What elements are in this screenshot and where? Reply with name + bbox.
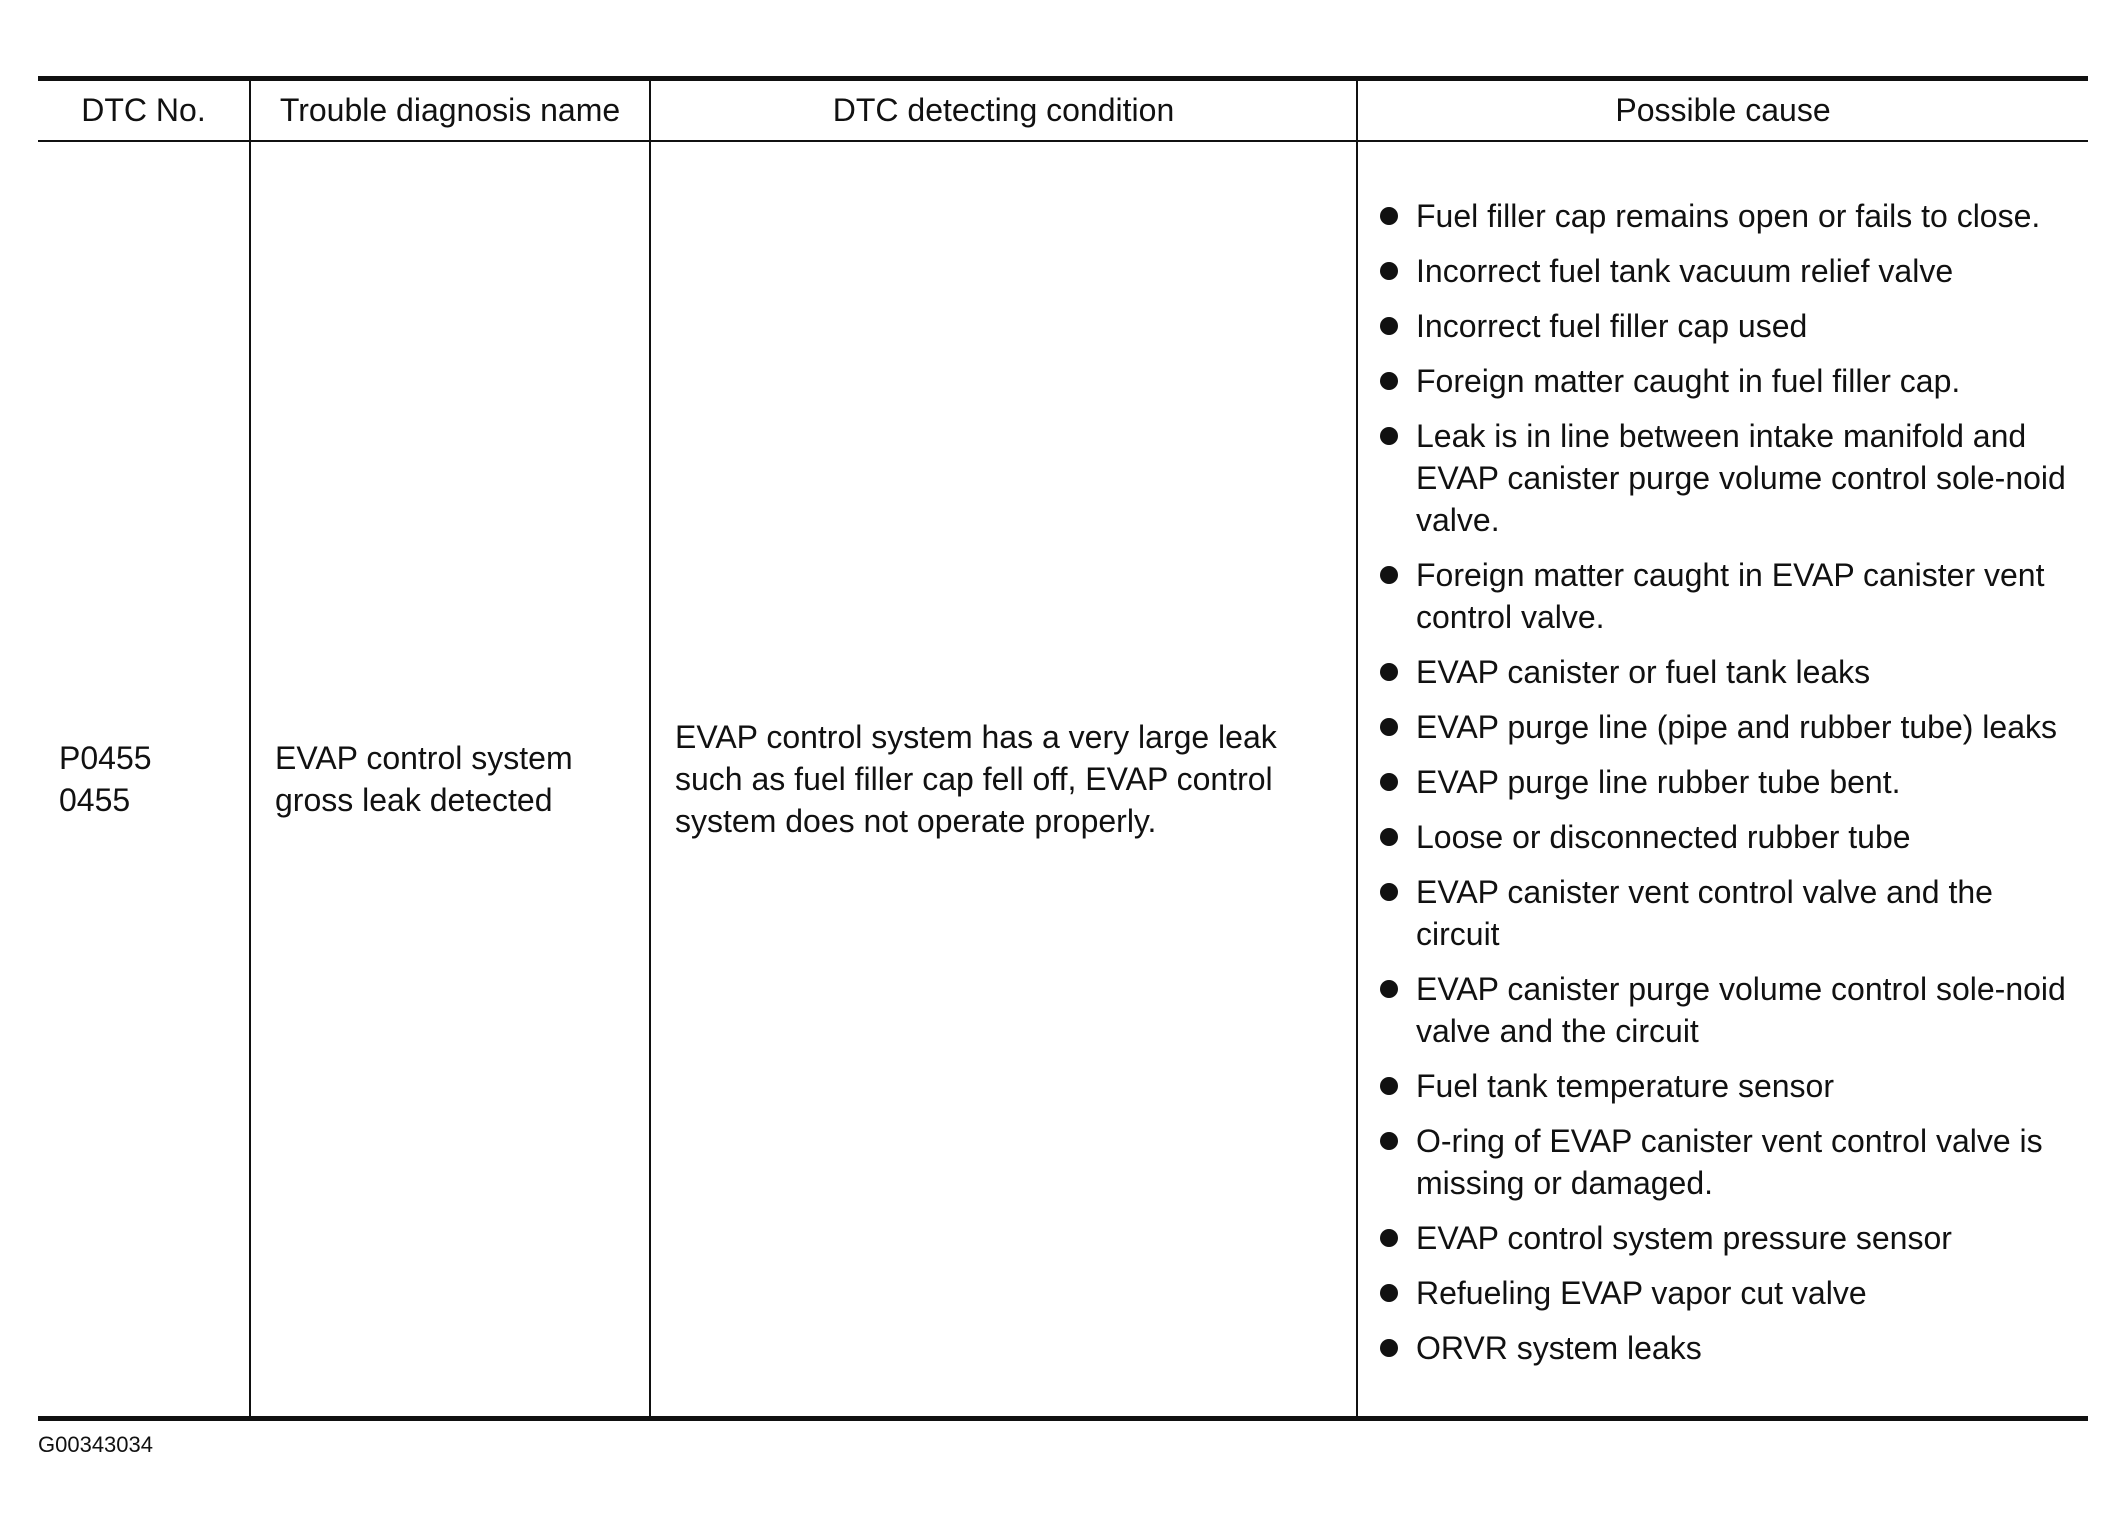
list-item <box>1380 968 2074 1052</box>
list-item <box>1380 706 2074 748</box>
list-item <box>1380 305 2074 347</box>
list-item-text: EVAP canister or fuel tank leaks <box>1416 653 1871 690</box>
bullet-icon <box>1380 1284 1398 1302</box>
list-item-text: EVAP canister purge volume control sole-noid valve and the circuit <box>1416 970 2066 1049</box>
dtc-table <box>38 76 2088 1421</box>
possible-cause-list <box>1380 195 2074 1369</box>
list-item-text: Loose or disconnected rubber tube <box>1416 818 1911 855</box>
table-body <box>38 141 2088 1419</box>
list-item-text: Fuel filler cap remains open or fails to close. <box>1416 197 2041 234</box>
list-item-text: Fuel tank temperature sensor <box>1416 1067 1834 1104</box>
list-item <box>1380 1327 2074 1369</box>
list-item <box>1380 871 2074 955</box>
bullet-icon <box>1380 1229 1398 1247</box>
table-row <box>38 141 2088 1419</box>
header-row <box>38 79 2088 141</box>
dtc-no-cell <box>38 141 250 1419</box>
list-item <box>1380 1272 2074 1314</box>
figure-id: G00343034 <box>38 1432 153 1457</box>
bullet-icon <box>1380 773 1398 791</box>
list-item-text: EVAP canister vent control valve and the circuit <box>1416 873 1993 952</box>
bullet-icon <box>1380 883 1398 901</box>
bullet-icon <box>1380 566 1398 584</box>
list-item-text: Refueling EVAP vapor cut valve <box>1416 1274 1867 1311</box>
list-item <box>1380 415 2074 541</box>
list-item-text: Incorrect fuel filler cap used <box>1416 307 1808 344</box>
list-item <box>1380 360 2074 402</box>
bullet-icon <box>1380 663 1398 681</box>
bullet-icon <box>1380 718 1398 736</box>
dtc-code-alt: 0455 <box>59 781 131 818</box>
bullet-icon <box>1380 372 1398 390</box>
bullet-icon <box>1380 207 1398 225</box>
list-item-text: Leak is in line between intake manifold and EVAP canister purge volume control sole-noid valve. <box>1416 417 2066 538</box>
bullet-icon <box>1380 427 1398 445</box>
bullet-icon <box>1380 317 1398 335</box>
possible-cause-cell <box>1357 141 2088 1419</box>
header-trouble-diagnosis-name: Trouble diagnosis name <box>250 79 650 141</box>
header-possible-cause: Possible cause <box>1357 79 2088 141</box>
bullet-icon <box>1380 262 1398 280</box>
list-item <box>1380 1120 2074 1204</box>
bullet-icon <box>1380 1339 1398 1357</box>
list-item-text: Incorrect fuel tank vacuum relief valve <box>1416 252 1954 289</box>
trouble-diagnosis-name-cell: EVAP control system gross leak detected <box>250 141 650 1419</box>
list-item-text: EVAP purge line (pipe and rubber tube) leaks <box>1416 708 2057 745</box>
header-dtc-detecting-condition: DTC detecting condition <box>650 79 1357 141</box>
dtc-code: P0455 <box>59 739 152 776</box>
list-item <box>1380 1065 2074 1107</box>
bullet-icon <box>1380 1077 1398 1095</box>
list-item-text: EVAP purge line rubber tube bent. <box>1416 763 1901 800</box>
list-item <box>1380 250 2074 292</box>
bullet-icon <box>1380 980 1398 998</box>
list-item-text: EVAP control system pressure sensor <box>1416 1219 1952 1256</box>
table-header <box>38 79 2088 141</box>
list-item <box>1380 651 2074 693</box>
list-item-text: Foreign matter caught in fuel filler cap. <box>1416 362 1961 399</box>
list-item <box>1380 816 2074 858</box>
bullet-icon <box>1380 828 1398 846</box>
list-item-text: O-ring of EVAP canister vent control valve is missing or damaged. <box>1416 1122 2043 1201</box>
dtc-detecting-condition-cell: EVAP control system has a very large leak such as fuel filler cap fell off, EVAP control system does not operate properly. <box>650 141 1357 1419</box>
list-item <box>1380 554 2074 638</box>
header-dtc-no: DTC No. <box>38 79 250 141</box>
bullet-icon <box>1380 1132 1398 1150</box>
list-item-text: ORVR system leaks <box>1416 1329 1702 1366</box>
list-item <box>1380 195 2074 237</box>
list-item-text: Foreign matter caught in EVAP canister vent control valve. <box>1416 556 2045 635</box>
list-item <box>1380 1217 2074 1259</box>
list-item <box>1380 761 2074 803</box>
